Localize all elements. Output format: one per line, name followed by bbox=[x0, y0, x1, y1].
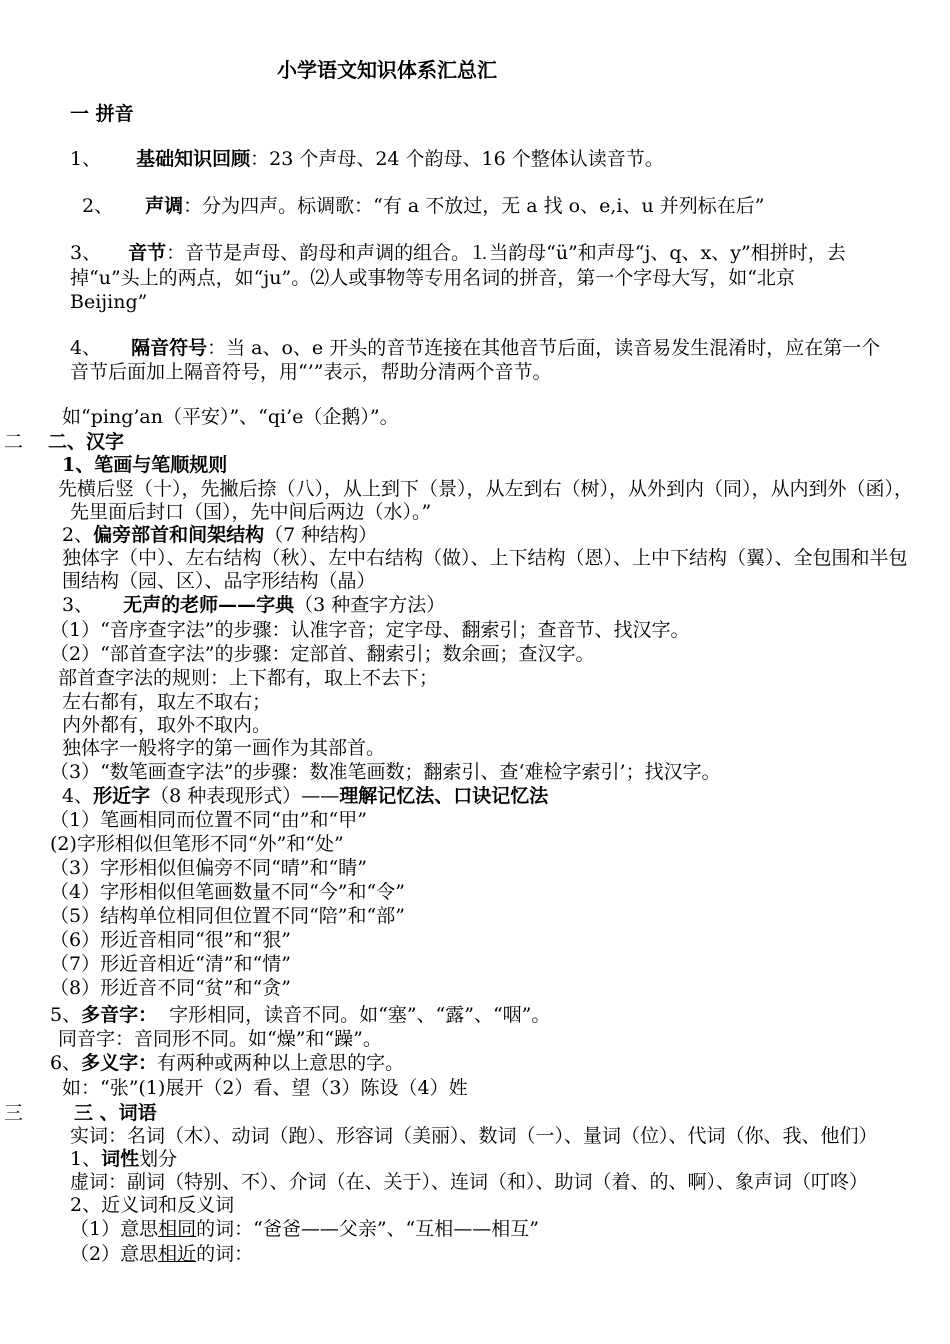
term-label: 声调 bbox=[145, 195, 184, 217]
subheading-bold: 多音字： bbox=[81, 1004, 158, 1026]
subheading-dictionary bbox=[62, 593, 445, 617]
paragraph-tones bbox=[82, 194, 764, 218]
underlined-word: 相近 bbox=[158, 1243, 197, 1265]
subheading-bold: 词性 bbox=[101, 1148, 140, 1170]
subheading-word-class bbox=[70, 1147, 177, 1171]
paragraph-basic-knowledge bbox=[70, 147, 664, 171]
text-line: 同音字：音同形不同。如“燥”和“躁”。 bbox=[58, 1028, 382, 1050]
item-number: 4、 bbox=[70, 337, 102, 359]
text-line: （3）“数笔画查字法”的步骤：数准笔画数；翻索引、查‘难检字索引’；找汉字。 bbox=[50, 761, 721, 783]
subheading-note: 字形相同，读音不同。如“塞”、“露”、“咽”。 bbox=[169, 1004, 551, 1026]
paragraph-syllable-line-3: Beijing” bbox=[70, 291, 148, 313]
subheading-note: （8 种表现形式）—— bbox=[150, 785, 340, 807]
section-heading-pinyin: 一 拼音 bbox=[70, 103, 134, 125]
list-item: （6）形近音相同“很”和“狠” bbox=[50, 929, 291, 951]
text-line bbox=[70, 1242, 253, 1266]
term-label: 基础知识回顾 bbox=[136, 148, 251, 170]
term-text: ：当 a、o、e 开头的音节连接在其他音节后面，读音易发生混淆时，应在第一个 bbox=[207, 337, 881, 359]
text-line bbox=[70, 1217, 539, 1241]
outline-marker-3: 三 bbox=[4, 1102, 24, 1124]
subheading-bold: 理解记忆法、口诀记忆法 bbox=[339, 785, 549, 807]
text-line: 虚词：副词（特别、不）、介词（在、关于）、连词（和）、助词（着、的、啊）、象声词（叮咚） bbox=[70, 1171, 869, 1193]
text-line: 左右都有，取左不取右； bbox=[62, 691, 272, 713]
paragraph-separator-line-1 bbox=[70, 336, 880, 360]
subheading-similar-chars bbox=[62, 784, 548, 808]
text-line: 先横后竖（十），先撇后捺（八），从上到下（景），从左到右（树），从外到内（同），从内到外（函）， bbox=[58, 478, 914, 500]
list-item: （8）形近音不同“贫”和“贪” bbox=[50, 977, 291, 999]
text-segment: （1）意思 bbox=[70, 1218, 159, 1240]
term-label: 隔音符号 bbox=[131, 337, 208, 359]
text-line: 围结构（园、区）、品字形结构（晶） bbox=[62, 570, 376, 592]
text-line: （2）“部首查字法”的步骤：定部首、翻索引；数余画；查汉字。 bbox=[50, 643, 595, 665]
subheading-note: （3 种查字方法） bbox=[294, 594, 446, 616]
item-number: 3、 bbox=[62, 594, 94, 616]
subheading-polyphonic bbox=[50, 1003, 550, 1027]
list-item: （4）字形相似但笔画数量不同“今”和“令” bbox=[50, 881, 405, 903]
subheading-synonyms: 2、近义词和反义词 bbox=[70, 1194, 235, 1216]
item-number: 5、 bbox=[50, 1004, 82, 1026]
text-line: 如：“张”(1)展开（2）看、望（3）陈设（4）姓 bbox=[62, 1077, 468, 1099]
paragraph-syllable-line-1 bbox=[70, 241, 846, 265]
subheading-note: 有两种或两种以上意思的字。 bbox=[157, 1052, 405, 1074]
item-number: 1、 bbox=[70, 148, 102, 170]
list-item: (2)字形相似但笔形不同“外”和“处” bbox=[50, 833, 344, 855]
list-item: （3）字形相似但偏旁不同“晴”和“睛” bbox=[50, 857, 367, 879]
text-line: （1）“音序查字法”的步骤：认准字音；定字母、翻索引；查音节、找汉字。 bbox=[50, 619, 690, 641]
term-text: ：音节是声母、韵母和声调的组合。⒈当韵母“ü”和声母“j、q、x、y”相拼时，去 bbox=[166, 242, 846, 264]
list-item: （7）形近音相近“清”和“情” bbox=[50, 953, 291, 975]
term-text: ：23 个声母、24 个韵母、16 个整体认读音节。 bbox=[250, 148, 664, 170]
item-number: 3、 bbox=[70, 242, 102, 264]
subheading-bold: 多义字： bbox=[81, 1052, 158, 1074]
text-segment: （2）意思 bbox=[70, 1243, 159, 1265]
text-line: 实词：名词（木）、动词（跑）、形容词（美丽）、数词（一）、量词（位）、代词（你、我、他们） bbox=[70, 1125, 878, 1147]
section-heading-hanzi: 二、汉字 bbox=[48, 431, 125, 453]
section-heading-words: 三 、词语 bbox=[74, 1102, 157, 1124]
subheading-note: 划分 bbox=[139, 1148, 178, 1170]
subheading-strokes: 1、笔画与笔顺规则 bbox=[62, 454, 228, 476]
subheading-polysemous bbox=[50, 1051, 404, 1075]
subheading-bold: 偏旁部首和间架结构 bbox=[93, 524, 265, 546]
subheading-note: （7 种结构） bbox=[264, 524, 378, 546]
term-text: ：分为四声。标调歌：“有 a 不放过，无 a 找 o、e,i、u 并列标在后” bbox=[183, 195, 765, 217]
subheading-bold: 形近字 bbox=[93, 785, 151, 807]
example-line: 如“ping’an（平安）”、“qi’e（企鹅）”。 bbox=[62, 406, 399, 428]
item-number: 6、 bbox=[50, 1052, 82, 1074]
subheading-bold: 无声的老师——字典 bbox=[123, 594, 295, 616]
outline-marker-2: 二 bbox=[4, 431, 24, 453]
text-segment: 的词： bbox=[196, 1243, 254, 1265]
term-label: 音节 bbox=[128, 242, 167, 264]
text-line: 独体字一般将字的第一画作为其部首。 bbox=[62, 737, 386, 759]
text-segment: 的词：“爸爸——父亲”、“互相——相互” bbox=[196, 1218, 539, 1240]
item-number: 1、 bbox=[70, 1148, 102, 1170]
item-number: 2、 bbox=[82, 195, 114, 217]
paragraph-separator-line-2: 音节后面加上隔音符号，用“’”表示，帮助分清两个音节。 bbox=[70, 361, 552, 383]
page-title: 小学语文知识体系汇总汇 bbox=[277, 58, 497, 82]
item-number: 2、 bbox=[62, 524, 94, 546]
list-item: （1）笔画相同而位置不同“由”和“甲” bbox=[50, 809, 367, 831]
item-number: 4、 bbox=[62, 785, 94, 807]
paragraph-syllable-line-2: 掉“u”头上的两点，如“ju”。⑵人或事物等专用名词的拼音，第一个字母大写，如“北京 bbox=[70, 267, 795, 289]
text-line: 先里面后封口（国），先中间后两边（水）。” bbox=[70, 501, 432, 523]
text-line: 独体字（中）、左右结构（秋）、左中右结构（做）、上下结构（恩）、上中下结构（翼）、全包围和半包 bbox=[62, 547, 908, 569]
subheading-radicals bbox=[62, 523, 377, 547]
text-line: 内外都有，取外不取内。 bbox=[62, 714, 272, 736]
underlined-word: 相同 bbox=[158, 1218, 197, 1240]
text-line: 部首查字法的规则：上下都有，取上不去下； bbox=[58, 667, 439, 689]
list-item: （5）结构单位相同但位置不同“陪”和“部” bbox=[50, 905, 405, 927]
